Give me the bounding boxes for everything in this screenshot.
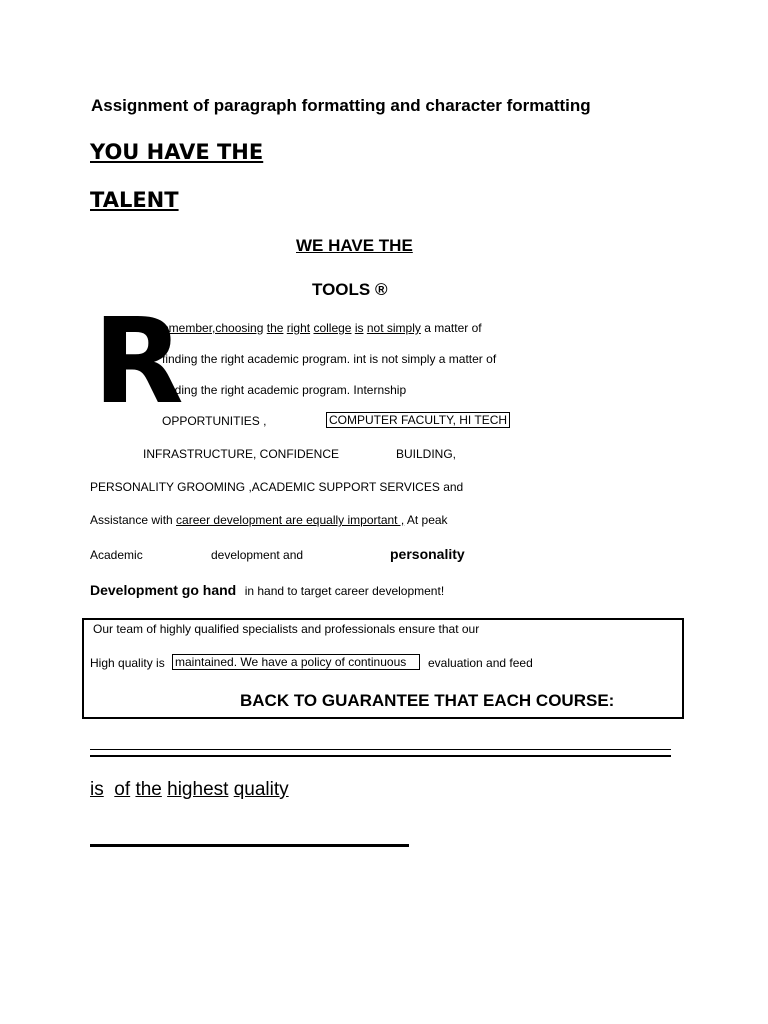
- text-run: in hand to target career development!: [244, 584, 445, 598]
- paragraph-line-4: OPPORTUNITIES ,: [162, 414, 267, 428]
- talent-line-2: TALENT: [90, 188, 179, 212]
- tools-line-1: WE HAVE THE: [296, 236, 413, 255]
- word: the: [135, 779, 162, 800]
- paragraph-line-6: PERSONALITY GROOMING ,ACADEMIC SUPPORT SERVICES and: [90, 480, 464, 494]
- bold-text: Development go hand: [90, 582, 237, 598]
- paragraph-line-7: [90, 513, 448, 527]
- word: is: [90, 779, 104, 800]
- word: college: [313, 321, 352, 335]
- paragraph-line-5-end: BUILDING,: [396, 447, 457, 461]
- horizontal-rule: [90, 844, 409, 847]
- word: not simply: [366, 321, 421, 335]
- text-run: Assistance with: [90, 513, 173, 527]
- drop-cap-letter: R: [93, 292, 182, 430]
- word: a matter of: [424, 321, 482, 335]
- word: right: [286, 321, 311, 335]
- paragraph-line-1: [162, 321, 482, 335]
- paragraph-line-8-start: Academic: [90, 548, 143, 562]
- paragraph-line-5: INFRASTRUCTURE, CONFIDENCE: [143, 447, 340, 461]
- paragraph-line-2: finding the right academic program. int is not simply a matter of: [162, 352, 497, 366]
- boxed-text: COMPUTER FACULTY, HI TECH: [326, 412, 510, 428]
- tools-line-2: TOOLS ®: [312, 280, 388, 299]
- word: emember,choosing: [162, 321, 264, 335]
- underlined-text: career development are equally important ,: [176, 513, 405, 527]
- document-heading: Assignment of paragraph formatting and character formatting: [91, 96, 591, 115]
- horizontal-rule: [90, 749, 671, 750]
- paragraph-line-3: finding the right academic program. Internship: [162, 383, 407, 397]
- boxed-text: maintained. We have a policy of continuous: [172, 654, 420, 670]
- bordered-line-2: High quality is: [90, 656, 165, 670]
- bordered-line-1: Our team of highly qualified specialists and professionals ensure that our: [93, 622, 480, 636]
- bordered-line-3: BACK TO GUARANTEE THAT EACH COURSE:: [240, 691, 615, 710]
- closing-line: [90, 779, 289, 801]
- paragraph-line-8-middle: development and: [211, 548, 304, 562]
- word: highest: [167, 779, 229, 800]
- paragraph-line-8-end: personality: [390, 546, 465, 562]
- word: of: [114, 779, 131, 800]
- word: the: [266, 321, 284, 335]
- horizontal-rule: [90, 755, 671, 757]
- talent-line-1: YOU HAVE THE: [90, 140, 264, 164]
- word: quality: [233, 779, 289, 800]
- text-run: At peak: [406, 513, 448, 527]
- paragraph-line-9: [90, 582, 444, 600]
- bordered-line-2-end: evaluation and feed: [428, 656, 533, 670]
- word: is: [354, 321, 364, 335]
